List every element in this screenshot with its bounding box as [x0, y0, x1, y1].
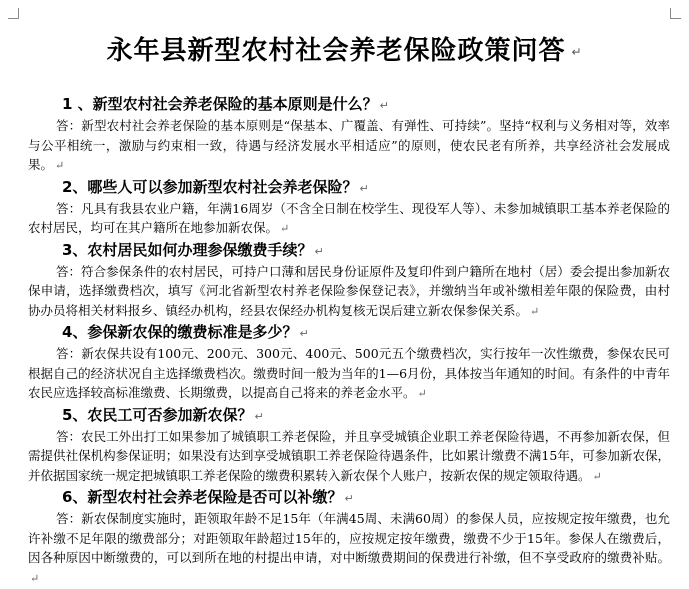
answer-paragraph	[28, 262, 670, 322]
paragraph-mark-icon: ↵	[359, 181, 369, 195]
question-heading	[28, 94, 670, 116]
answer-paragraph	[28, 199, 670, 239]
question-heading	[28, 177, 670, 199]
answer-paragraph	[28, 509, 670, 588]
paragraph-mark-icon: ↵	[299, 327, 309, 340]
answer-paragraph	[28, 427, 670, 487]
qa-section-6	[28, 487, 670, 588]
question-text: 2、哪些人可以参加新型农村社会养老保险？	[62, 177, 358, 196]
question-text: 4、参保新农保的缴费标准是多少？	[62, 323, 298, 341]
paragraph-mark-icon: ↵	[571, 44, 583, 59]
document-title: 永年县新型农村社会养老保险政策问答	[106, 36, 566, 66]
answer-text: 答：符合参保条件的农村居民，可持户口薄和居民身份证原件及复印件到户籍所在地村（居）委会提出参加新农保申请，选择缴费档次，填写《河北省新型农村养老保险参保登记表》，并缴纳当年或补缴相差年限的保险费，由村协办员将相关材料报乡、镇经办机构，经县农保经办机构复核无误后建立新农保参保关系。	[28, 263, 670, 318]
page-corner-mark-top-left	[8, 8, 19, 19]
paragraph-mark-icon: ↵	[417, 387, 427, 400]
answer-text: 答：新农保制度实施时，距领取年龄不足15年（年满45周、未满60周）的参保人员，应按规定按年缴费，也允许补缴不足年限的缴费部分；对距领取年龄超过15年的，应按规定按年缴费，缴费不少于15年。参保人在缴费后，因各种原因中断缴费的，可以到所在地的村提出申请，对中断缴费期间的保费进行补缴，但不享受政府的缴费补贴。	[28, 511, 670, 565]
paragraph-mark-icon: ↵	[530, 304, 540, 318]
question-text: 5、农民工可否参加新农保？	[62, 405, 253, 424]
qa-section-1	[28, 94, 670, 176]
document-title-line	[0, 34, 689, 69]
answer-paragraph	[28, 116, 670, 176]
paragraph-mark-icon: ↵	[314, 244, 324, 258]
paragraph-mark-icon: ↵	[344, 492, 354, 505]
page-corner-mark-top-right	[670, 8, 681, 19]
question-text: 3、农村居民如何办理参保缴费手续？	[62, 240, 313, 259]
question-heading	[28, 240, 670, 262]
qa-section-3	[28, 240, 670, 322]
answer-text: 答：凡具有我县农业户籍，年满16周岁（不含全日制在校学生、现役军人等）、未参加城镇职工基本养老保险的农村居民，均可在其户籍所在地参加新农保。	[28, 200, 670, 235]
qa-section-4	[28, 322, 670, 404]
question-heading	[28, 487, 670, 509]
answer-text: 答：新农保共设有100元、200元、300元、400元、500元五个缴费档次，实行按年一次性缴费，参保农民可根据自己的经济状况自主选择缴费档次。缴费时间一般为当年的1—6月份，具体按当年通知的时间。有条件的中青年农民应选择较高标准缴费、长期缴费，以提高自己将来的养老金水平。	[28, 346, 670, 400]
paragraph-mark-icon: ↵	[379, 99, 389, 112]
answer-paragraph	[28, 344, 670, 404]
answer-text: 答：农民工外出打工如果参加了城镇职工养老保险，并且享受城镇企业职工养老保险待遇，不再参加新农保，但需提供社保机构参保证明；如果没有达到享受城镇职工养老保险待遇条件，比如累计缴费不满15年，可参加新农保，并依据国家统一规定把城镇职工养老保险的缴费积累转入新农保个人账户，按新农保的规定领取待遇。	[28, 428, 670, 483]
answer-text: 答：新型农村社会养老保险的基本原则是“保基本、广覆盖、有弹性、可持续”。坚持“权利与义务相对等，效率与公平相统一，激励与约束相一致，待遇与经济发展水平相适应”的原则，使农民老有所养，共享经济社会发展成果。	[28, 118, 670, 172]
paragraph-mark-icon: ↵	[280, 222, 290, 235]
question-heading	[28, 322, 670, 344]
paragraph-mark-icon: ↵	[55, 159, 65, 172]
qa-section-5	[28, 405, 670, 487]
paragraph-mark-icon: ↵	[254, 409, 264, 423]
document-body	[28, 94, 670, 589]
paragraph-mark-icon: ↵	[592, 469, 602, 483]
qa-section-2	[28, 177, 670, 239]
question-heading	[28, 405, 670, 427]
question-text: 1 、新型农村社会养老保险的基本原则是什么？	[62, 95, 378, 113]
question-text: 6、新型农村社会养老保险是否可以补缴？	[62, 488, 343, 506]
paragraph-mark-icon: ↵	[30, 571, 40, 585]
